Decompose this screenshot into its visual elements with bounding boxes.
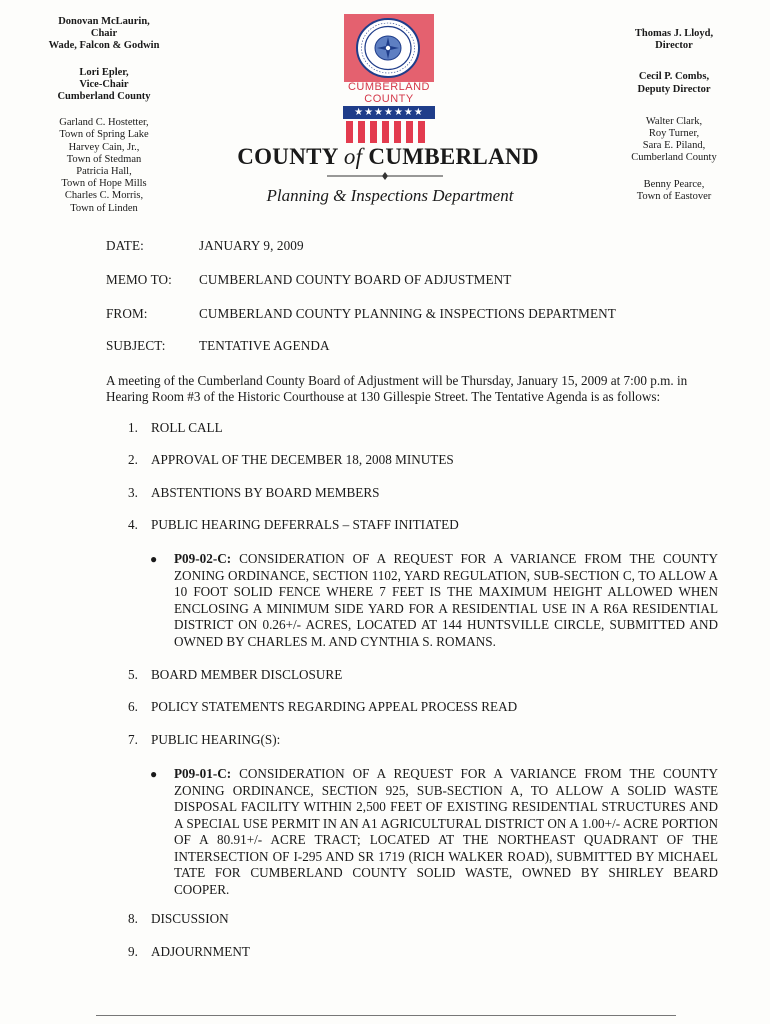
member-line: Town of Eastover — [636, 190, 712, 202]
agenda-number: 6. — [128, 699, 138, 714]
memo-to-value: CUMBERLAND COUNTY BOARD OF ADJUSTMENT — [199, 272, 512, 287]
chair-name: Donovan McLaurin, — [58, 16, 150, 27]
member-line: Charles C. Morris, — [64, 190, 144, 202]
from-value: CUMBERLAND COUNTY PLANNING & INSPECTIONS DEPARTMENT — [199, 306, 616, 321]
member-line: Patricia Hall, — [76, 166, 132, 178]
board-members-left — [24, 16, 184, 225]
county-title-post: CUMBERLAND — [362, 144, 539, 169]
director-block — [600, 28, 748, 52]
logo-stars-bar: ★★★★★★★ — [343, 106, 435, 119]
county-title — [200, 143, 576, 171]
agenda-text: PUBLIC HEARING(S): — [151, 732, 281, 747]
member-line: Cumberland County — [631, 152, 717, 164]
vice-chair-title: Vice-Chair — [79, 78, 129, 90]
agenda-text: PUBLIC HEARING DEFERRALS – STAFF INITIATED — [151, 517, 459, 532]
intro-paragraph: A meeting of the Cumberland County Board of Adjustment will be Thursday, January 15, 2009 at 7:00 p.m. in Hearing Room #3 of the Historic Courthouse at 130 Gillespie Street. The Tentative Agenda is as follows: — [106, 373, 688, 404]
agenda-number: 9. — [128, 944, 138, 959]
county-title-of: of — [343, 144, 363, 169]
agenda-number: 4. — [128, 517, 138, 532]
members-right-block-a — [600, 116, 748, 165]
memo-to-label: MEMO TO: — [106, 272, 172, 287]
subject-value: TENTATIVE AGENDA — [199, 338, 330, 353]
logo-name-line1: CUMBERLAND — [347, 81, 430, 93]
deputy-name: Cecil P. Combs, — [638, 71, 710, 83]
bullet-icon: ● — [150, 552, 158, 566]
members-left-block — [24, 117, 184, 215]
deputy-title: Deputy Director — [637, 83, 711, 95]
agenda-number: 8. — [128, 911, 138, 926]
agenda-item-9 — [128, 944, 728, 960]
date-value: JANUARY 9, 2009 — [199, 238, 304, 253]
agenda-number: 7. — [128, 732, 138, 747]
staff-members-right — [600, 28, 748, 214]
bullet-icon: ● — [150, 767, 158, 781]
agenda-number: 3. — [128, 485, 138, 500]
member-line: Walter Clark, — [645, 115, 703, 127]
logo-name-line2: COUNTY — [364, 93, 414, 105]
case-text: CONSIDERATION OF A REQUEST FOR A VARIANCE FROM THE COUNTY ZONING ORDINANCE, SECTION 1102, YARD REGULATION, SUB-SECTION C, TO ALLOW A 10 FOOT SOLID FENCE WHERE 7 FEET IS THE MAXIMUM HEIGHT ALLOWED WHEN ENCLOSING A MINIMUM SIDE YARD FOR A RESIDENTIAL USE IN A R6A RESIDENTIAL DISTRICT ON 0.26+/- ACRES, LOCATED AT 144 HUNTSVILLE CIRCLE, SUBMITTED AND OWNED BY CHARLES M. AND CYNTHIA S. ROMANS. — [174, 551, 718, 649]
agenda-item-3 — [128, 485, 728, 501]
agenda-text: ABSTENTIONS BY BOARD MEMBERS — [151, 485, 380, 500]
vice-chair-block — [24, 67, 184, 104]
member-line: Benny Pearce, — [643, 178, 705, 190]
county-seal-icon — [355, 17, 421, 79]
footer-rule — [96, 1015, 676, 1016]
agenda-number: 2. — [128, 452, 138, 467]
department-title: Planning & Inspections Department — [266, 186, 514, 205]
deputy-block — [600, 71, 748, 95]
member-line: Garland C. Hostetter, — [59, 117, 149, 129]
director-name: Thomas J. Lloyd, — [634, 28, 714, 39]
vice-chair-org: Cumberland County — [57, 91, 151, 103]
agenda-item-7 — [128, 732, 728, 748]
member-line: Town of Hope Mills — [61, 178, 147, 190]
from-label: FROM: — [106, 306, 148, 321]
member-line: Sara E. Piland, — [642, 140, 706, 152]
agenda-item-1 — [128, 420, 728, 436]
case-description — [174, 551, 718, 650]
county-title-pre: COUNTY — [237, 144, 344, 169]
agenda-number: 5. — [128, 667, 138, 682]
case-id: P09-02-C: — [174, 551, 232, 566]
chair-block — [24, 16, 184, 53]
member-line: Town of Spring Lake — [59, 129, 149, 141]
members-right-block-b — [600, 179, 748, 203]
chair-org: Wade, Falcon & Godwin — [48, 40, 160, 52]
member-line: Harvey Cain, Jr., — [68, 141, 140, 153]
logo-name — [330, 81, 448, 105]
chair-title: Chair — [90, 28, 118, 40]
agenda-item-6 — [128, 699, 728, 715]
case-description — [174, 766, 718, 898]
agenda-item-4 — [128, 517, 728, 533]
agenda-text: APPROVAL OF THE DECEMBER 18, 2008 MINUTES — [151, 452, 454, 467]
agenda-item-8 — [128, 911, 728, 927]
agenda-text: DISCUSSION — [151, 911, 229, 926]
agenda-number: 1. — [128, 420, 138, 435]
agenda-text: POLICY STATEMENTS REGARDING APPEAL PROCESS READ — [151, 699, 518, 714]
agenda-text: BOARD MEMBER DISCLOSURE — [151, 667, 343, 682]
member-line: Town of Linden — [70, 202, 138, 214]
ornament-divider-icon — [325, 170, 445, 182]
logo-stripes-icon — [343, 121, 435, 143]
agenda-item-2 — [128, 452, 728, 468]
agenda-item-5 — [128, 667, 728, 683]
member-line: Town of Stedman — [66, 153, 142, 165]
subject-label: SUBJECT: — [106, 338, 166, 353]
director-title: Director — [655, 40, 693, 52]
case-text: CONSIDERATION OF A REQUEST FOR A VARIANCE FROM THE COUNTY ZONING ORDINANCE, SECTION 925, SUB-SECTION A, TO ALLOW A SOLID WASTE DISPOSAL FACILITY WITHIN 2,500 FEET OF EXISTING RESIDENTIAL STRUCTURES AND A SPECIAL USE PERMIT IN AN A1 AGRICULTURAL DISTRICT ON A 1.00+/- ACRE PORTION OF A 80.91+/- ACRE TRACT; LOCATED AT THE NORTHEAST QUADRANT OF THE INTERSECTION OF I-295 AND SR 1719 (RICH WALKER ROAD), SUBMITTED BY MICHAEL TATE FOR CUMBERLAND COUNTY SOLID WASTE, OWNED BY SHIRLEY BEARD COOPER. — [174, 766, 718, 897]
case-id: P09-01-C: — [174, 766, 232, 781]
date-label: DATE: — [106, 238, 144, 253]
agenda-text: ROLL CALL — [151, 420, 223, 435]
agenda-text: ADJOURNMENT — [151, 944, 250, 959]
member-line: Roy Turner, — [648, 128, 700, 140]
vice-chair-name: Lori Epler, — [79, 66, 129, 78]
